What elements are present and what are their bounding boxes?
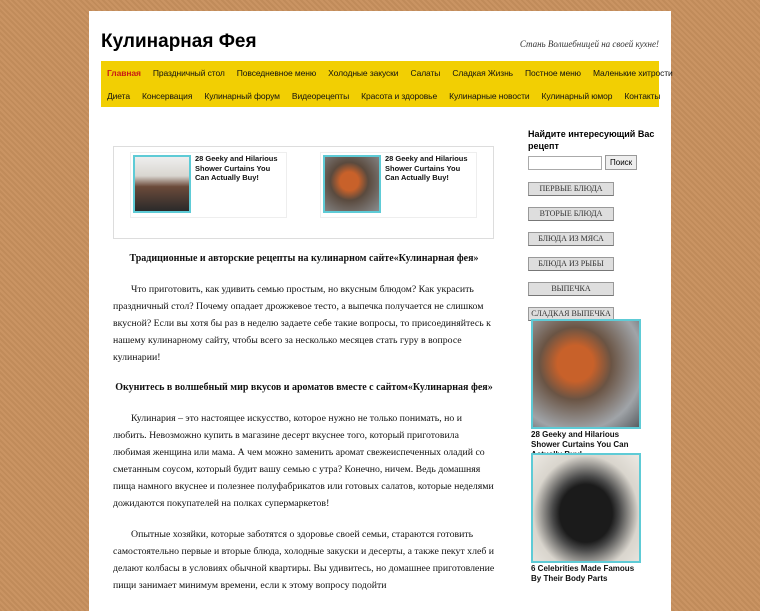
sidebar — [528, 128, 668, 583]
nav-item-news[interactable]: Кулинарные новости — [449, 90, 530, 101]
sidebar-ad-caption[interactable]: 6 Celebrities Made Famous By Their Body Parts — [531, 564, 635, 583]
nav-item-humor[interactable]: Кулинарный юмор — [541, 90, 613, 101]
nav-item-video[interactable]: Видеорецепты — [291, 90, 350, 101]
tiger-curtain-image[interactable] — [323, 155, 381, 213]
main-nav — [101, 61, 673, 107]
nav-item-sweet-life[interactable]: Сладкая Жизнь — [452, 67, 514, 78]
ad-card-text[interactable]: 28 Geeky and Hilarious Shower Curtains You Can Actually Buy! — [385, 154, 468, 182]
black-dress-image[interactable] — [531, 453, 641, 563]
nav-item-beauty[interactable]: Красота и здоровье — [361, 90, 438, 101]
category-first-courses[interactable]: ПЕРВЫЕ БЛЮДА — [528, 182, 614, 196]
site-title[interactable]: Кулинарная Фея — [101, 31, 257, 52]
search-form — [528, 155, 668, 170]
ad-card-text[interactable]: 28 Geeky and Hilarious Shower Curtains You Can Actually Buy! — [195, 154, 278, 182]
nav-item-lenten[interactable]: Постное меню — [525, 67, 581, 78]
nav-item-appetizers[interactable]: Холодные закуски — [328, 67, 399, 78]
nav-row-1 — [101, 61, 679, 84]
ad-card[interactable] — [130, 152, 287, 218]
main-content — [113, 251, 495, 608]
content-paragraph: Опытные хозяйки, которые заботятся о здоровье своей семьи, стараются готовить самостоятельно первые и вторые блюда, холодные закуски и десерты, а также пекут хлеб и делают колбасы в условиях обычной квартиры. Вы удивитесь, но домашнее приготовление пищи занимает минимум времени, если к этому вопросу подойти — [113, 529, 495, 591]
content-heading: Окунитесь в волшебный мир вкусов и ароматов вместе с сайтом«Кулинарная фея» — [115, 382, 493, 393]
category-sweet-baking[interactable]: СЛАДКАЯ ВЫПЕЧКА — [528, 307, 614, 321]
content-paragraph: Что приготовить, как удивить семью простым, но вкусным блюдом? Как украсить праздничный стол? Почему опадает дрожжевое тесто, а выпечка получается не слишком вкусной? Если вы хотя бы раз в неделю задаете себе такие вопросы, то присоединяйтесь к нашему кулинарному сайту, чтобы всего за несколько месяцев стать гуру в вопросе кулинарии! — [113, 284, 491, 363]
category-meat[interactable]: БЛЮДА ИЗ МЯСА — [528, 232, 614, 246]
category-list — [528, 182, 668, 321]
nav-item-home[interactable]: Главная — [107, 67, 141, 78]
nav-item-tips[interactable]: Маленькие хитрости — [592, 67, 673, 78]
search-button[interactable]: Поиск — [605, 155, 637, 170]
nav-row-2 — [101, 84, 666, 107]
category-fish[interactable]: БЛЮДА ИЗ РЫБЫ — [528, 257, 614, 271]
page-container — [89, 11, 671, 611]
nav-item-everyday[interactable]: Повседневное меню — [236, 67, 317, 78]
nav-item-contacts[interactable]: Контакты — [624, 90, 661, 101]
man-curtain-image[interactable] — [133, 155, 191, 213]
sidebar-ad[interactable] — [531, 453, 641, 584]
ad-card[interactable] — [320, 152, 477, 218]
sidebar-ad-caption[interactable]: 28 Geeky and Hilarious Shower Curtains You Can — [531, 430, 629, 449]
nav-item-preserving[interactable]: Консервация — [141, 90, 193, 101]
tiger-curtain-image[interactable] — [531, 319, 641, 429]
nav-item-holiday[interactable]: Праздничный стол — [152, 67, 225, 78]
ad-box — [113, 146, 494, 239]
search-input[interactable] — [528, 156, 602, 170]
site-tagline: Стань Волшебницей на своей кухне! — [519, 39, 659, 49]
content-heading: Традиционные и авторские рецепты на кулинарном сайте«Кулинарная фея» — [129, 253, 479, 264]
category-baking[interactable]: ВЫПЕЧКА — [528, 282, 614, 296]
nav-item-salads[interactable]: Салаты — [410, 67, 441, 78]
nav-item-diet[interactable]: Диета — [107, 90, 130, 101]
sidebar-ad[interactable] — [531, 319, 641, 460]
category-second-courses[interactable]: ВТОРЫЕ БЛЮДА — [528, 207, 614, 221]
nav-item-forum[interactable]: Кулинарный форум — [204, 90, 280, 101]
content-paragraph: Кулинария – это настоящее искусство, которое нужно не только понимать, но и любить. Невозможно купить в магазине десерт вкуснее того, который приготовила любимая женщина или мама. А чем можно заменить аромат свежеиспеченных оладий со сметанным соусом, который будит вашу семью с утра? Конечно, ничем. Ведь домашняя пища намного вкуснее и полезнее полуфабрикатов или готовых салатов, которые неделями дожидаются покупателей на полках супермаркетов! — [113, 413, 494, 509]
search-title: Найдите интересующий Вас рецепт — [528, 129, 655, 151]
